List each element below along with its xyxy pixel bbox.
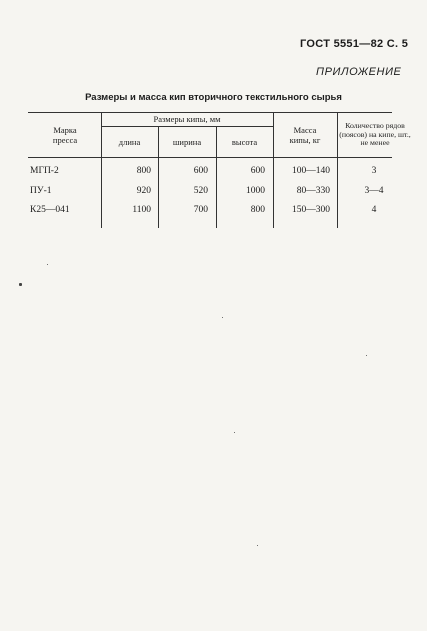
- cell-brand: ПУ-1: [30, 186, 52, 196]
- cell-width: 700: [193, 205, 208, 215]
- header-brand: Марка пресса: [52, 125, 78, 145]
- scan-speck: [47, 264, 48, 265]
- scan-speck: [257, 545, 258, 546]
- scan-speck: [19, 283, 22, 286]
- header-rows-count: Количество рядов (поясов) на кипе, шт., не менее: [339, 121, 411, 147]
- cell-height: 800: [250, 205, 265, 215]
- cell-mass: 100—140: [292, 166, 330, 176]
- dimensions-group-rule: [101, 126, 273, 127]
- header-length: длина: [118, 137, 141, 147]
- header-mass: Масса кипы, кг: [289, 125, 321, 145]
- scan-speck: [234, 432, 235, 433]
- header-reference: ГОСТ 5551—82 С. 5: [300, 38, 409, 50]
- table-title: Размеры и масса кип вторичного текстильного сырья: [85, 92, 342, 103]
- cell-mass: 80—330: [296, 186, 330, 196]
- cell-rows-count: 4: [371, 205, 377, 215]
- cell-length: 1100: [132, 205, 151, 215]
- cell-brand: К25—041: [30, 205, 70, 215]
- header-dimensions-group: Размеры кипы, мм: [153, 114, 221, 124]
- cell-rows-count: 3: [371, 166, 377, 176]
- scan-speck: [222, 317, 223, 318]
- cell-mass: 150—300: [292, 205, 330, 215]
- cell-length: 800: [136, 166, 151, 176]
- appendix-label: ПРИЛОЖЕНИЕ: [316, 66, 402, 78]
- scan-speck: [366, 355, 367, 356]
- cell-height: 1000: [246, 186, 265, 196]
- cell-length: 920: [136, 186, 151, 196]
- cell-height: 600: [250, 166, 265, 176]
- cell-brand: МГП-2: [30, 166, 59, 176]
- cell-width: 600: [193, 166, 208, 176]
- header-width: ширина: [172, 137, 202, 147]
- cell-rows-count: 3—4: [364, 186, 384, 196]
- header-height: высота: [231, 137, 258, 147]
- cell-width: 520: [193, 186, 208, 196]
